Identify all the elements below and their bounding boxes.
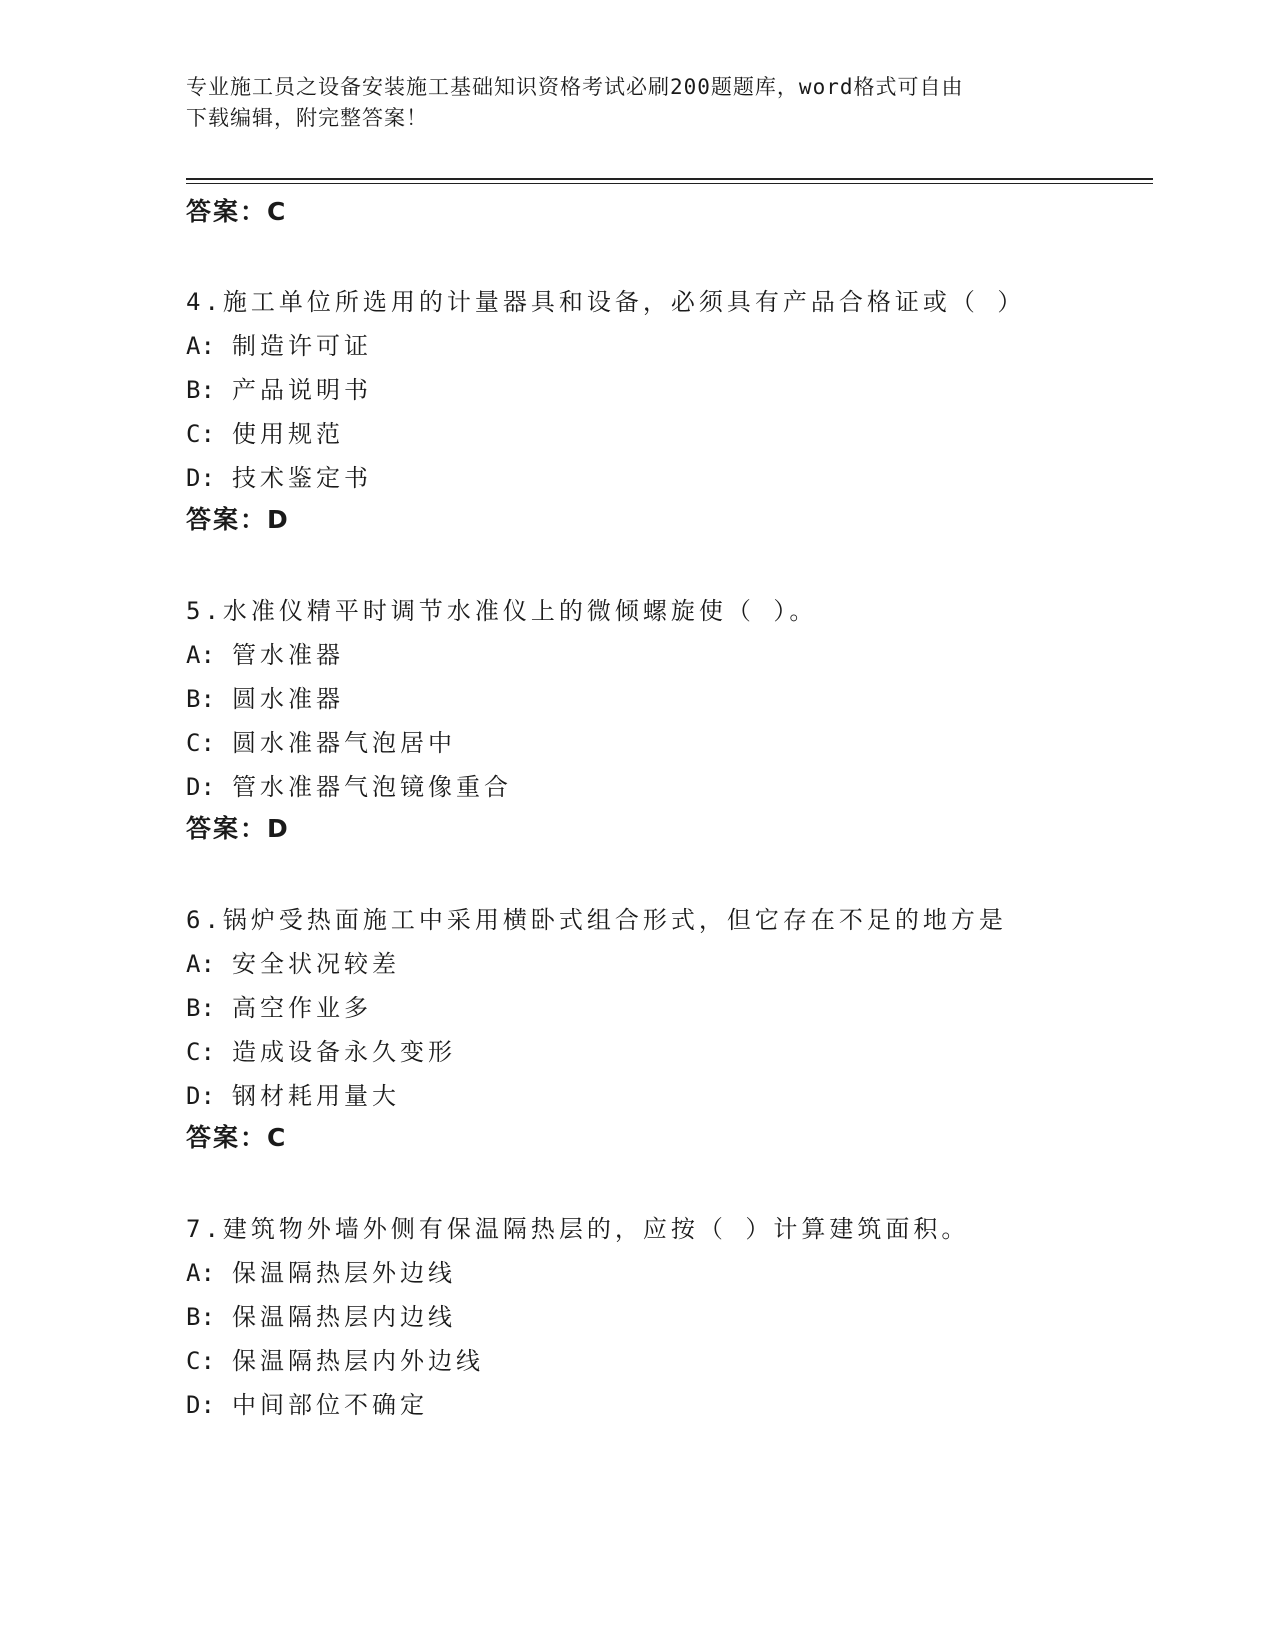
option-a <box>186 1253 456 1288</box>
option-text: 使用规范 <box>232 420 344 448</box>
answer-value: C <box>267 1123 288 1152</box>
option-key: B: <box>186 376 215 404</box>
option-key: C: <box>186 729 215 757</box>
option-text: 管水准器 <box>232 641 344 669</box>
option-b <box>186 679 344 714</box>
header-rule <box>186 178 1153 180</box>
option-key: C: <box>186 1347 215 1375</box>
option-text: 保温隔热层内外边线 <box>232 1347 484 1375</box>
option-text: 产品说明书 <box>232 376 372 404</box>
option-c <box>186 414 344 449</box>
option-key: D: <box>186 1082 215 1110</box>
option-text: 圆水准器 <box>232 685 344 713</box>
answer-label: 答案： <box>186 505 268 534</box>
option-d <box>186 1076 400 1111</box>
option-d <box>186 767 512 802</box>
question-text: 4.施工单位所选用的计量器具和设备，必须具有产品合格证或（ ） <box>186 288 1026 316</box>
option-text: 制造许可证 <box>232 332 372 360</box>
option-text: 中间部位不确定 <box>232 1391 428 1419</box>
answer-label: 答案： <box>186 814 268 843</box>
header-rule-thin <box>186 183 1153 184</box>
option-d <box>186 458 372 493</box>
option-text: 技术鉴定书 <box>232 464 372 492</box>
option-key: A: <box>186 950 215 978</box>
option-key: A: <box>186 641 215 669</box>
option-key: B: <box>186 685 215 713</box>
header-line-2: 下载编辑，附完整答案！ <box>186 106 428 130</box>
option-c <box>186 1032 456 1067</box>
option-text: 管水准器气泡镜像重合 <box>232 773 512 801</box>
option-d <box>186 1385 428 1420</box>
answer-value: D <box>267 814 290 843</box>
option-key: B: <box>186 994 215 1022</box>
option-key: C: <box>186 1038 215 1066</box>
option-a <box>186 326 372 361</box>
answer-line <box>186 500 290 536</box>
option-b <box>186 988 372 1023</box>
option-key: D: <box>186 773 215 801</box>
option-text: 高空作业多 <box>232 994 372 1022</box>
option-text: 安全状况较差 <box>232 950 400 978</box>
option-b <box>186 370 372 405</box>
answer-value: D <box>267 505 290 534</box>
answer-label: 答案： <box>186 1123 268 1152</box>
option-key: C: <box>186 420 215 448</box>
option-a <box>186 635 344 670</box>
question-text: 7.建筑物外墙外侧有保温隔热层的，应按（ ）计算建筑面积。 <box>186 1215 970 1243</box>
answer-line <box>186 192 287 228</box>
option-c <box>186 723 456 758</box>
header-line-1: 专业施工员之设备安装施工基础知识资格考试必刷200题题库，word格式可自由 <box>186 75 964 99</box>
option-key: A: <box>186 332 215 360</box>
option-text: 钢材耗用量大 <box>232 1082 400 1110</box>
option-text: 圆水准器气泡居中 <box>232 729 456 757</box>
option-key: D: <box>186 1391 215 1419</box>
option-b <box>186 1297 456 1332</box>
answer-line <box>186 1118 287 1154</box>
option-a <box>186 944 400 979</box>
document-header <box>186 72 1086 134</box>
answer-label: 答案： <box>186 197 268 226</box>
option-key: B: <box>186 1303 215 1331</box>
answer-line <box>186 809 290 845</box>
option-text: 保温隔热层外边线 <box>232 1259 456 1287</box>
option-text: 造成设备永久变形 <box>232 1038 456 1066</box>
option-c <box>186 1341 484 1376</box>
option-key: A: <box>186 1259 215 1287</box>
question-text: 6.锅炉受热面施工中采用横卧式组合形式，但它存在不足的地方是 <box>186 906 1007 934</box>
option-text: 保温隔热层内边线 <box>232 1303 456 1331</box>
answer-value: C <box>267 197 288 226</box>
option-key: D: <box>186 464 215 492</box>
question-text: 5.水准仪精平时调节水准仪上的微倾螺旋使（ ）。 <box>186 597 818 625</box>
